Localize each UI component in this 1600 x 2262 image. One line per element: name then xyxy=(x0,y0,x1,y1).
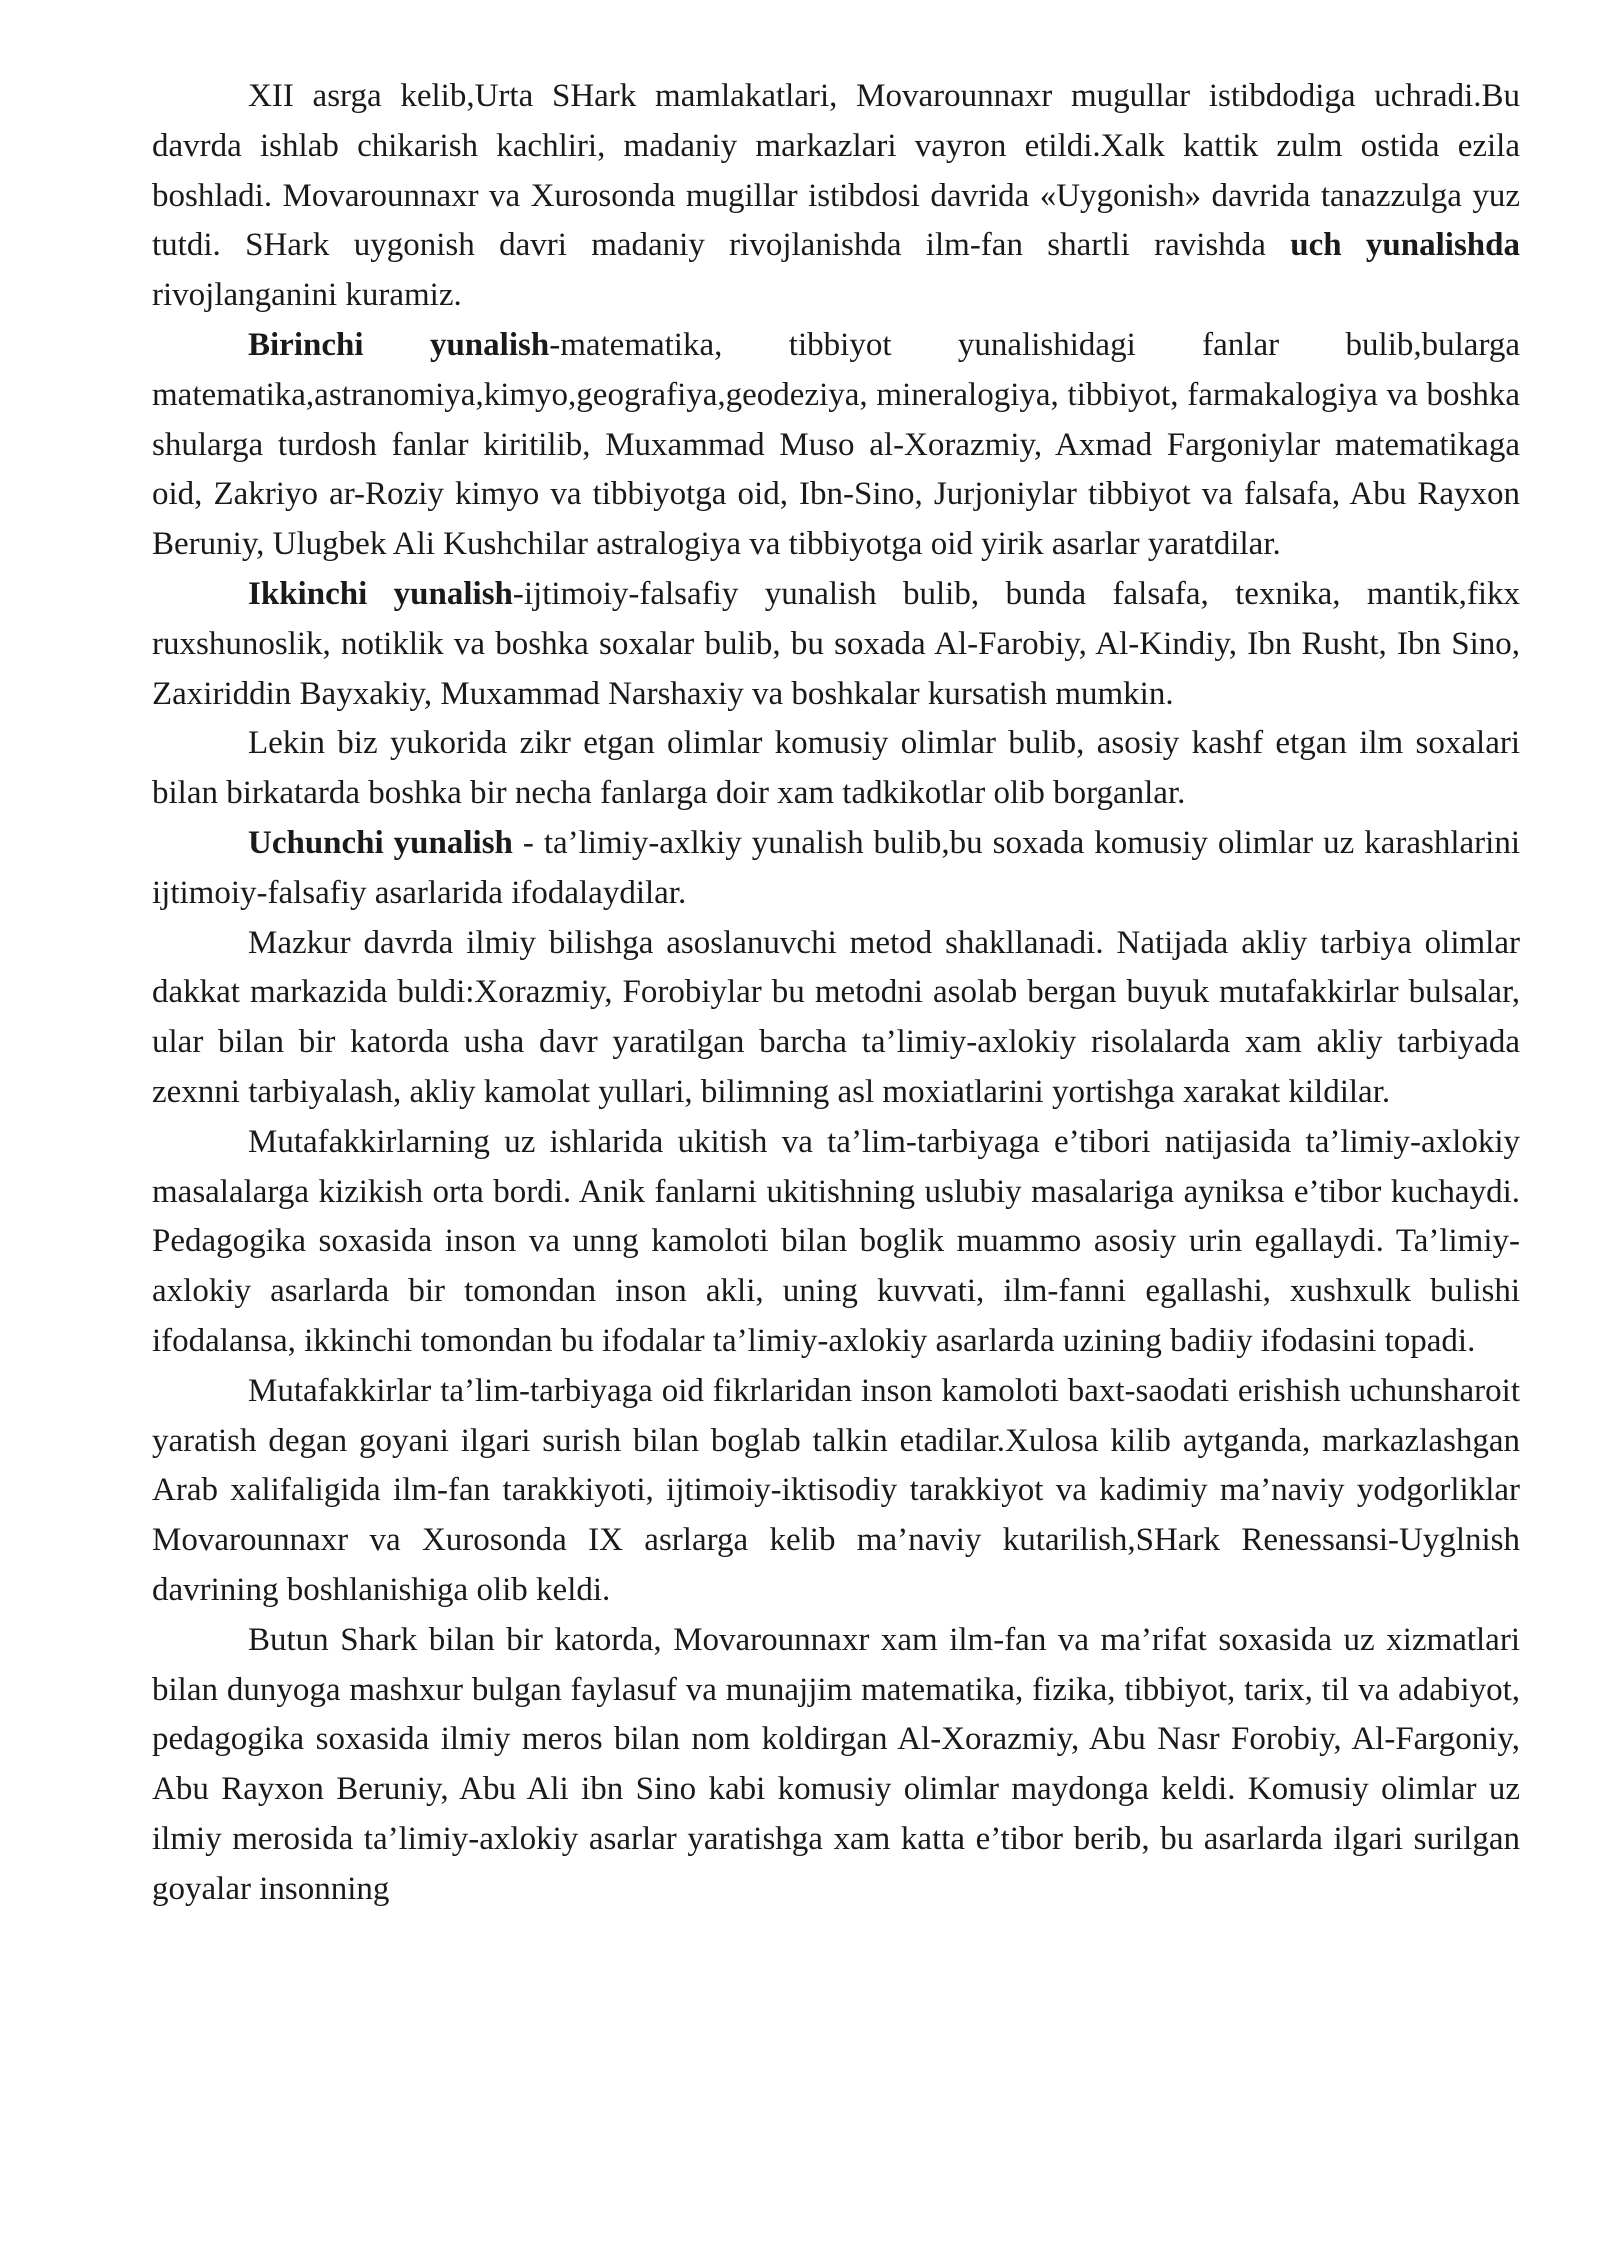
bold-heading-text: Ikkinchi yunalish xyxy=(248,575,513,612)
paragraph xyxy=(152,719,1520,819)
bold-heading-text: Uchunchi yunalish xyxy=(248,824,513,861)
body-text: - ta’limiy-axlkiy yunalish bulib,bu soxada komusiy olimlar uz karashlarini ijtimoiy-falsafiy asarlarida ifodalaydilar. xyxy=(152,824,1520,911)
body-text: Butun Shark bilan bir katorda, Movarounnaxr xam ilm-fan va ma’rifat soxasida uz xizmatlari bilan dunyoga mashxur bulgan faylasuf va munajjim matematika, fizika, tibbiyot, tarix, til va adabiyot, pedagogika soxasida ilmiy meros bilan nom koldirgan Al-Xorazmiy, Abu Nasr Forobiy, Al-Fargoniy, Abu Rayxon Beruniy, Abu Ali ibn Sino kabi komusiy olimlar maydonga keldi. Komusiy olimlar uz ilmiy merosida ta’limiy-axlokiy asarlar yaratishga xam katta e’tibor berib, bu asarlarda ilgari surilgan goyalar insonning xyxy=(152,1621,1520,1907)
body-text: XII asrga kelib,Urta SHark mamlakatlari, Movarounnaxr mugullar istibdodiga uchradi.Bu davrda ishlab chikarish kachliri, madaniy markazlari vayron etildi.Xalk kattik zulm ostida ezila boshladi. Movarounnaxr va Xurosonda mugillar istibdosi davrida «Uygonish» davrida tanazzulga yuz tutdi. SHark uygonish davri madaniy rivojlanishda ilm-fan shartli ravishda xyxy=(152,78,1520,264)
paragraph xyxy=(152,1118,1520,1367)
paragraph xyxy=(152,321,1520,570)
body-text: Mutafakkirlarning uz ishlarida ukitish va ta’lim-tarbiyaga e’tibori natijasida ta’limiy-axlokiy masalalarga kizikish orta bordi. Anik fanlarni ukitishning uslubiy masalariga ayniksa e’tibor kuchaydi. Pedagogika soxasida inson va unng kamoloti bilan boglik muammo asosiy urin egallaydi. Ta’limiy-axlokiy asarlarda bir tomondan inson akli, uning kuvvati, ilm-fanni egallashi, xushxulk bulishi ifodalansa, ikkinchi tomondan bu ifodalar ta’limiy-axlokiy asarlarda uzining badiiy ifodasini topadi. xyxy=(152,1123,1520,1359)
body-text: -matematika, tibbiyot yunalishidagi fanlar bulib,bularga matematika,astranomiya,kimyo,geografiya,geodeziya, mineralogiya, tibbiyot, farmakalogiya va boshka shularga turdosh fanlar kiritilib, Muxammad Muso al-Xorazmiy, Axmad Fargoniylar matematikaga oid, Zakriyo ar-Roziy kimyo va tibbiyotga oid, Ibn-Sino, Jurjoniylar tibbiyot va falsafa, Abu Rayxon Beruniy, Ulugbek Ali Kushchilar astralogiya va tibbiyotga oid yirik asarlar yaratdilar. xyxy=(152,326,1520,563)
bold-heading-text: uch yunalishda xyxy=(1290,227,1520,264)
bold-heading-text: Birinchi yunalish xyxy=(248,326,550,363)
body-text: -ijtimoiy-falsafiy yunalish bulib, bunda falsafa, texnika, mantik,fikx ruxshunoslik, notiklik va boshka soxalar bulib, bu soxada Al-Farobiy, Al-Kindiy, Ibn Rusht, Ibn Sino, Zaxiriddin Bayxakiy, Muxammad Narshaxiy va boshkalar kursatish mumkin. xyxy=(152,575,1520,712)
body-text: Mazkur davrda ilmiy bilishga asoslanuvchi metod shakllanadi. Natijada akliy tarbiya olimlar dakkat markazida buldi:Xorazmiy, Forobiylar bu metodni asolab bergan buyuk mutafakkirlar bulsalar, ular bilan bir katorda usha davr yaratilgan barcha ta’limiy-axlokiy risolalarda xam akliy tarbiyada zexnni tarbiyalash, akliy kamolat yullari, bilimning asl moxiatlarini yortishga xarakat kildilar. xyxy=(152,924,1520,1110)
body-text: Lekin biz yukorida zikr etgan olimlar komusiy olimlar bulib, asosiy kashf etgan ilm soxalari bilan birkatarda boshka bir necha fanlarga doir xam tadkikotlar olib borganlar. xyxy=(152,725,1520,812)
paragraph xyxy=(152,72,1520,321)
paragraph xyxy=(152,819,1520,919)
body-text: rivojlanganini kuramiz. xyxy=(152,277,462,314)
paragraph xyxy=(152,570,1520,719)
document-page xyxy=(152,72,1520,1914)
paragraph xyxy=(152,919,1520,1118)
body-text: Mutafakkirlar ta’lim-tarbiyaga oid fikrlaridan inson kamoloti baxt-saodati erishish uchunsharoit yaratish degan goyani ilgari surish bilan boglab talkin etadilar.Xulosa kilib aytganda, markazlashgan Arab xalifaligida ilm-fan tarakkiyoti, ijtimoiy-iktisodiy tarakkiyot va kadimiy ma’naviy yodgorliklar Movarounnaxr va Xurosonda IX asrlarga kelib ma’naviy kutarilish,SHark Renessansi-Uyglnish davrining boshlanishiga olib keldi. xyxy=(152,1372,1520,1608)
paragraph xyxy=(152,1367,1520,1616)
paragraph xyxy=(152,1616,1520,1915)
